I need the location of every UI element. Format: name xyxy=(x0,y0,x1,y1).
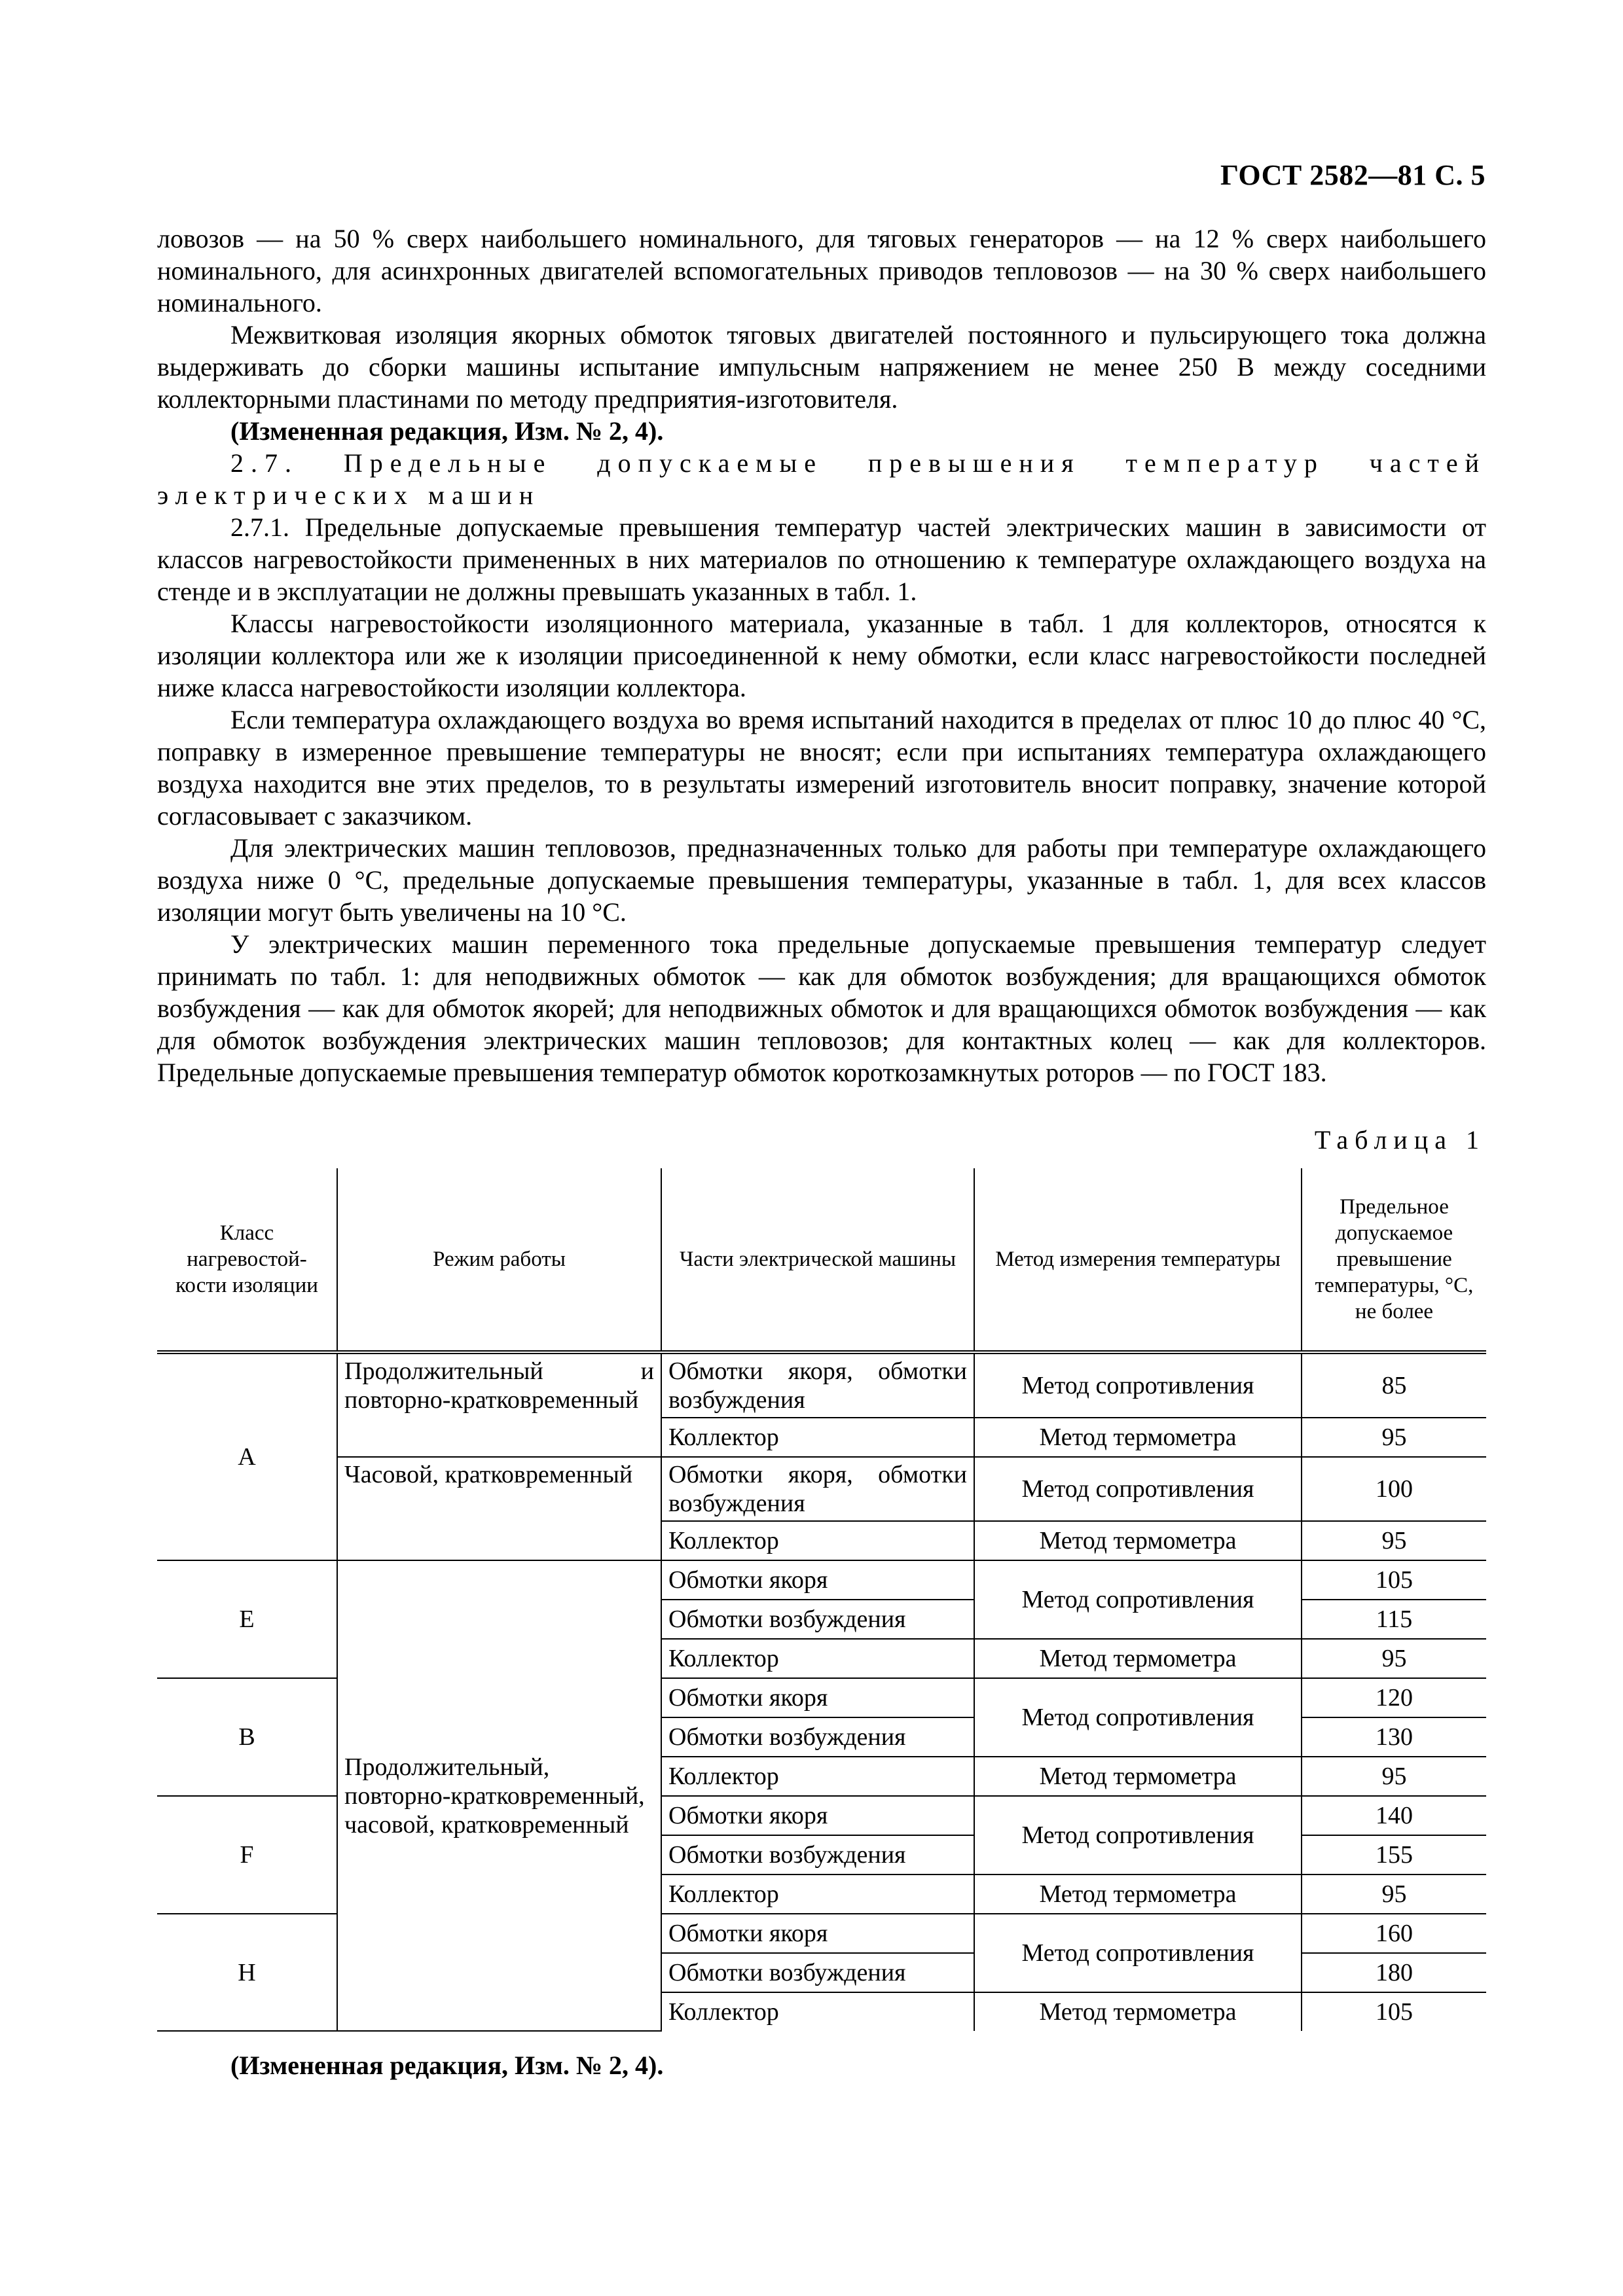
part-cell: Обмотки якоря, обмотки возбуждения xyxy=(661,1457,974,1521)
value-cell: 100 xyxy=(1302,1457,1486,1521)
header-parts: Части электрической машины xyxy=(661,1168,974,1352)
value-cell: 105 xyxy=(1302,1992,1486,2031)
value-cell: 95 xyxy=(1302,1874,1486,1914)
body-text xyxy=(157,223,1486,1088)
paragraph-2-7-1: 2.7.1. Предельные допускаемые превышения температур частей электрических машин в зависимости от классов нагревостойкости примененных в них материалов по отношению к температуре охлаждающего воздуха на стенде и в эксплуатации не должны превышать указанных в табл. 1. xyxy=(157,512,1486,606)
value-cell: 105 xyxy=(1302,1560,1486,1600)
mode-cell: Продолжительный и повторно-кратковременный xyxy=(337,1352,661,1457)
paragraph-2: Межвитковая изоляция якорных обмоток тяговых двигателей постоянного и пульсирующего тока должна выдерживать до сборки машины испытание импульсным напряжением не менее 250 В между соседними коллекторными пластинами по методу предприятия-изготовителя. xyxy=(157,320,1486,414)
method-cell: Метод сопротивления xyxy=(974,1457,1302,1521)
section-heading: 2.7. Предельные допускаемые превышения температур частей электрических машин xyxy=(157,448,1486,510)
paragraph-classes: Классы нагревостойкости изоляционного материала, указанные в табл. 1 для коллекторов, относятся к изоляции коллектора или же к изоляции присоединенной к нему обмотки, если класс нагревостойкости последней ниже класса нагревостойкости изоляции коллектора. xyxy=(157,609,1486,702)
header-class: Класс нагревостой-кости изоляции xyxy=(157,1168,337,1352)
table-row xyxy=(157,1457,1486,1521)
part-cell: Коллектор xyxy=(661,1992,974,2031)
method-cell: Метод термометра xyxy=(974,1418,1302,1457)
part-cell: Коллектор xyxy=(661,1418,974,1457)
method-cell: Метод термометра xyxy=(974,1874,1302,1914)
part-cell: Обмотки якоря, обмотки возбуждения xyxy=(661,1352,974,1418)
method-cell: Метод термометра xyxy=(974,1757,1302,1796)
method-cell: Метод термометра xyxy=(974,1639,1302,1678)
paragraph-temperature: Если температура охлаждающего воздуха во время испытаний находится в пределах от плюс 10 до плюс 40 °С, поправку в измеренное превышение температуры не вносят; если при испытаниях температура охлаждающего воздуха находится вне этих пределов, то в результаты измерений изготовитель вносит поправку, значение которой согласовывает с заказчиком. xyxy=(157,705,1486,831)
part-cell: Обмотки якоря xyxy=(661,1560,974,1600)
value-cell: 155 xyxy=(1302,1835,1486,1874)
paragraph-ac-machines: У электрических машин переменного тока предельные допускаемые превышения температур следует принимать по табл. 1: для неподвижных обмоток — как для обмоток возбуждения; для вращающихся обмоток возбуждения — как для обмоток якорей; для неподвижных обмоток и для вращающихся обмоток возбуждения — как для обмоток возбуждения электрических машин тепловозов; для контактных колец — как для коллекторов. Предельные допускаемые превышения температур обмоток короткозамкнутых роторов — по ГОСТ 183. xyxy=(157,929,1486,1087)
header-limit: Предельное допускаемое превышение температуры, °С, не более xyxy=(1302,1168,1486,1352)
value-cell: 85 xyxy=(1302,1352,1486,1418)
method-cell: Метод термометра xyxy=(974,1521,1302,1560)
part-cell: Коллектор xyxy=(661,1757,974,1796)
value-cell: 120 xyxy=(1302,1678,1486,1717)
part-cell: Коллектор xyxy=(661,1521,974,1560)
method-cell: Метод сопротивления xyxy=(974,1914,1302,1992)
header-mode: Режим работы xyxy=(337,1168,661,1352)
class-cell: В xyxy=(157,1678,337,1796)
method-cell: Метод сопротивления xyxy=(974,1678,1302,1757)
class-cell: F xyxy=(157,1796,337,1914)
part-cell: Обмотки возбуждения xyxy=(661,1835,974,1874)
value-cell: 130 xyxy=(1302,1717,1486,1757)
mode-cell: Продолжительный, повторно-кратковременный, часовой, кратковременный xyxy=(337,1560,661,2031)
value-cell: 95 xyxy=(1302,1418,1486,1457)
part-cell: Обмотки якоря xyxy=(661,1914,974,1953)
method-cell: Метод сопротивления xyxy=(974,1796,1302,1874)
header-method: Метод измерения температуры xyxy=(974,1168,1302,1352)
mode-cell: Часовой, кратковременный xyxy=(337,1457,661,1560)
class-cell: Н xyxy=(157,1914,337,2031)
value-cell: 160 xyxy=(1302,1914,1486,1953)
part-cell: Обмотки якоря xyxy=(661,1796,974,1835)
method-cell: Метод сопротивления xyxy=(974,1352,1302,1418)
part-cell: Коллектор xyxy=(661,1639,974,1678)
part-cell: Коллектор xyxy=(661,1874,974,1914)
value-cell: 180 xyxy=(1302,1953,1486,1992)
class-cell: А xyxy=(157,1352,337,1560)
table-row xyxy=(157,1352,1486,1418)
paragraph-low-temp: Для электрических машин тепловозов, предназначенных только для работы при температуре охлаждающего воздуха ниже 0 °С, предельные допускаемые превышения температуры, указанные в табл. 1, для всех классов изоляции могут быть увеличены на 10 °С. xyxy=(157,833,1486,927)
method-cell: Метод сопротивления xyxy=(974,1560,1302,1639)
class-cell: Е xyxy=(157,1560,337,1678)
amendment-note: (Измененная редакция, Изм. № 2, 4). xyxy=(230,416,664,446)
part-cell: Обмотки якоря xyxy=(661,1678,974,1717)
table-header-row xyxy=(157,1168,1486,1352)
paragraph-1: ловозов — на 50 % сверх наибольшего номинального, для тяговых генераторов — на 12 % сверх наибольшего номинального, для асинхронных двигателей вспомогательных приводов тепловозов — на 30 % сверх наибольшего номинального. xyxy=(157,224,1486,317)
value-cell: 95 xyxy=(1302,1521,1486,1560)
method-cell: Метод термометра xyxy=(974,1992,1302,2031)
table-label: Таблица 1 xyxy=(1314,1125,1486,1155)
amendment-note-footer: (Измененная редакция, Изм. № 2, 4). xyxy=(230,2051,664,2080)
part-cell: Обмотки возбуждения xyxy=(661,1717,974,1757)
page-header: ГОСТ 2582—81 С. 5 xyxy=(1220,159,1486,191)
value-cell: 140 xyxy=(1302,1796,1486,1835)
part-cell: Обмотки возбуждения xyxy=(661,1600,974,1639)
value-cell: 115 xyxy=(1302,1600,1486,1639)
value-cell: 95 xyxy=(1302,1639,1486,1678)
part-cell: Обмотки возбуждения xyxy=(661,1953,974,1992)
temperature-rise-table xyxy=(157,1168,1486,2032)
value-cell: 95 xyxy=(1302,1757,1486,1796)
table-row xyxy=(157,1560,1486,1600)
